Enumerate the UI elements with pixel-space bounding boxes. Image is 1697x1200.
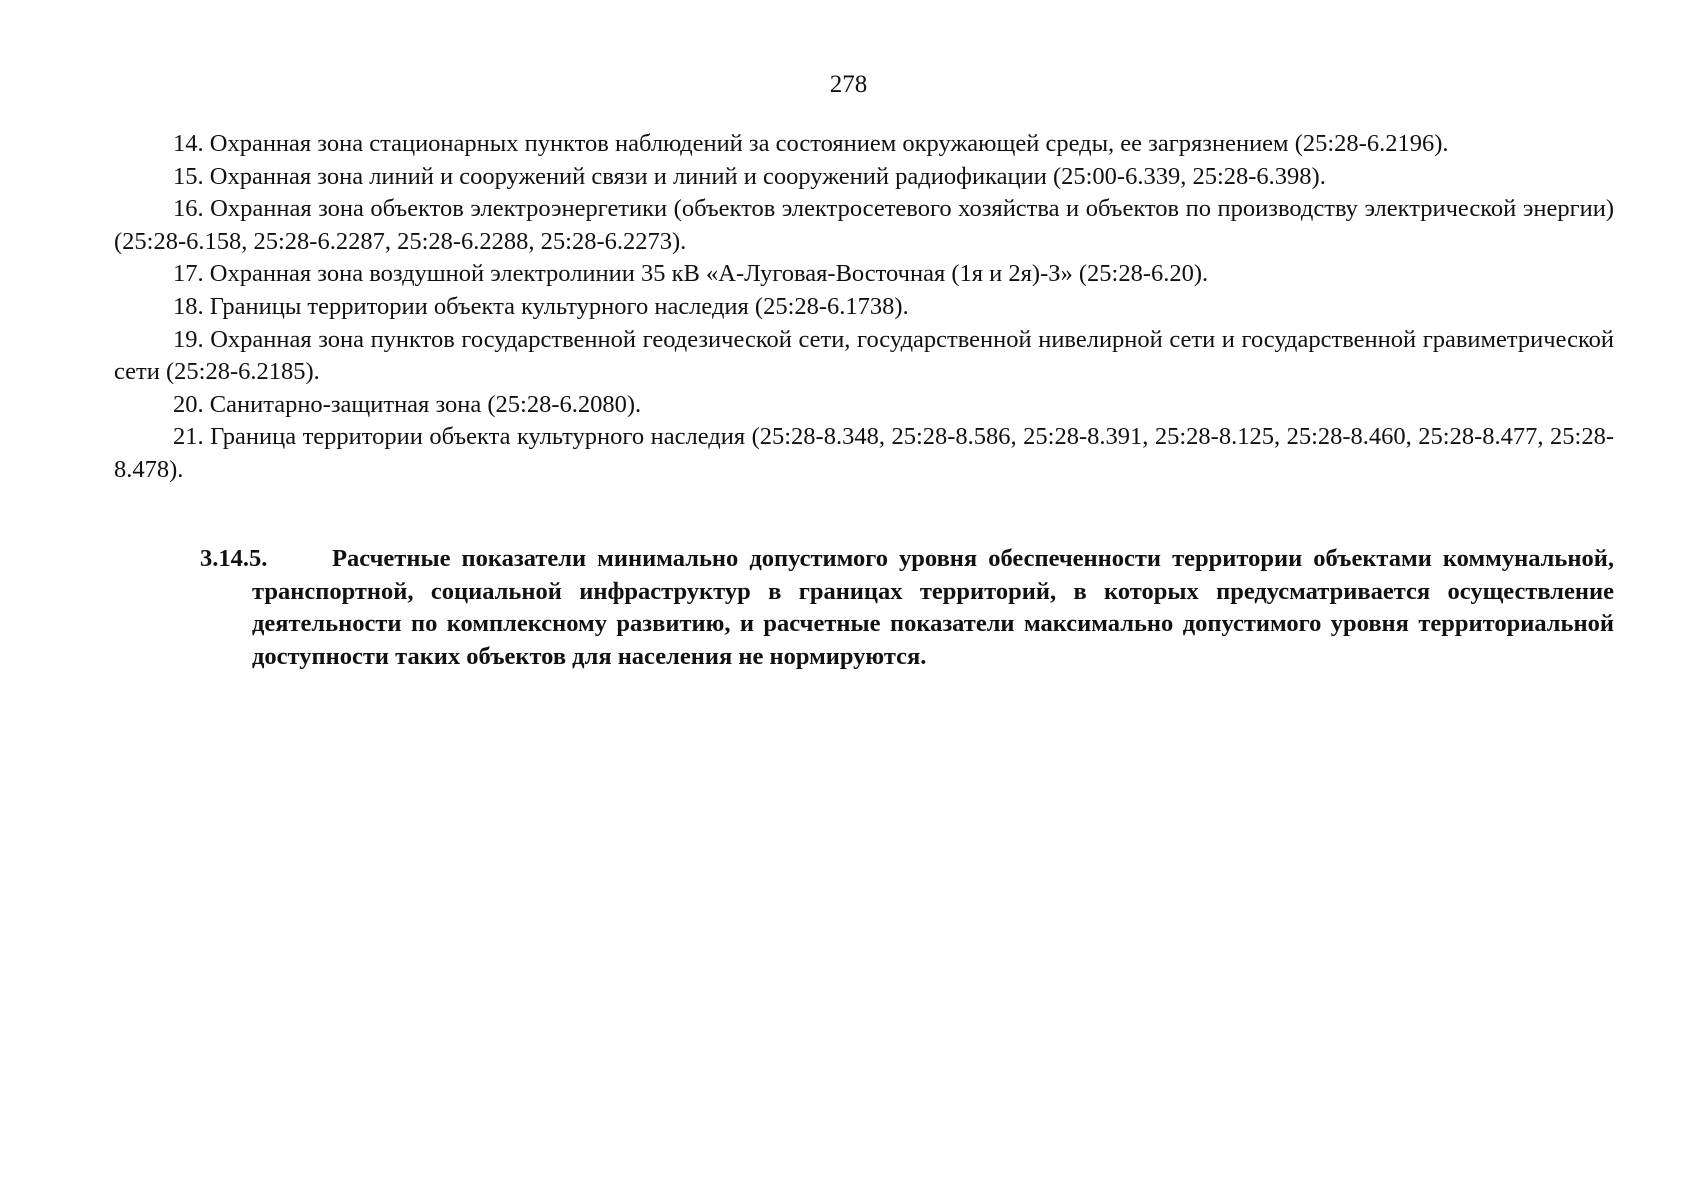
list-item: 16. Охранная зона объектов электроэнергетики (объектов электросетевого хозяйства и объектов по производству электрической энергии) (25:28-6.158, 25:28-6.2287, 25:28-6.2288, 25:28-6.2273). xyxy=(114,195,1614,255)
section-number: 3.14.5. xyxy=(200,545,268,572)
page-number: 278 xyxy=(829,71,868,98)
section-title: Расчетные показатели минимально допустимого уровня обеспеченности территории объектами коммунальной, транспортной, социальной инфраструктур в границах территорий, в которых предусматривается осуществление деятельности по комплексному развитию, и расчетные показатели максимально допустимого уровня территориальной доступности таких объектов для населения не нормируются. xyxy=(252,545,1614,670)
list-item: 18. Границы территории объекта культурного наследия (25:28-6.1738). xyxy=(173,292,909,320)
list-item: 20. Санитарно-защитная зона (25:28-6.2080). xyxy=(173,390,642,418)
list-item: 14. Охранная зона стационарных пунктов наблюдений за состоянием окружающей среды, ее загрязнением (25:28-6.2196). xyxy=(173,130,1449,157)
list-item: 17. Охранная зона воздушной электролинии 35 кВ «А-Луговая-Восточная (1я и 2я)-З» (25:28-6.20). xyxy=(173,260,1209,288)
zone-list xyxy=(114,128,1614,487)
list-item: 21. Граница территории объекта культурного наследия (25:28-8.348, 25:28-8.586, 25:28-8.391, 25:28-8.125, 25:28-8.460, 25:28-8.477, 25:28-8.478). xyxy=(114,423,1614,483)
list-item: 19. Охранная зона пунктов государственной геодезической сети, государственной нивелирной сети и государственной гравиметрической сети (25:28-6.2185). xyxy=(114,325,1614,386)
list-item: 15. Охранная зона линий и сооружений связи и линий и сооружений радиофикации (25:00-6.339, 25:28-6.398). xyxy=(173,162,1326,190)
section-heading xyxy=(200,543,1614,673)
